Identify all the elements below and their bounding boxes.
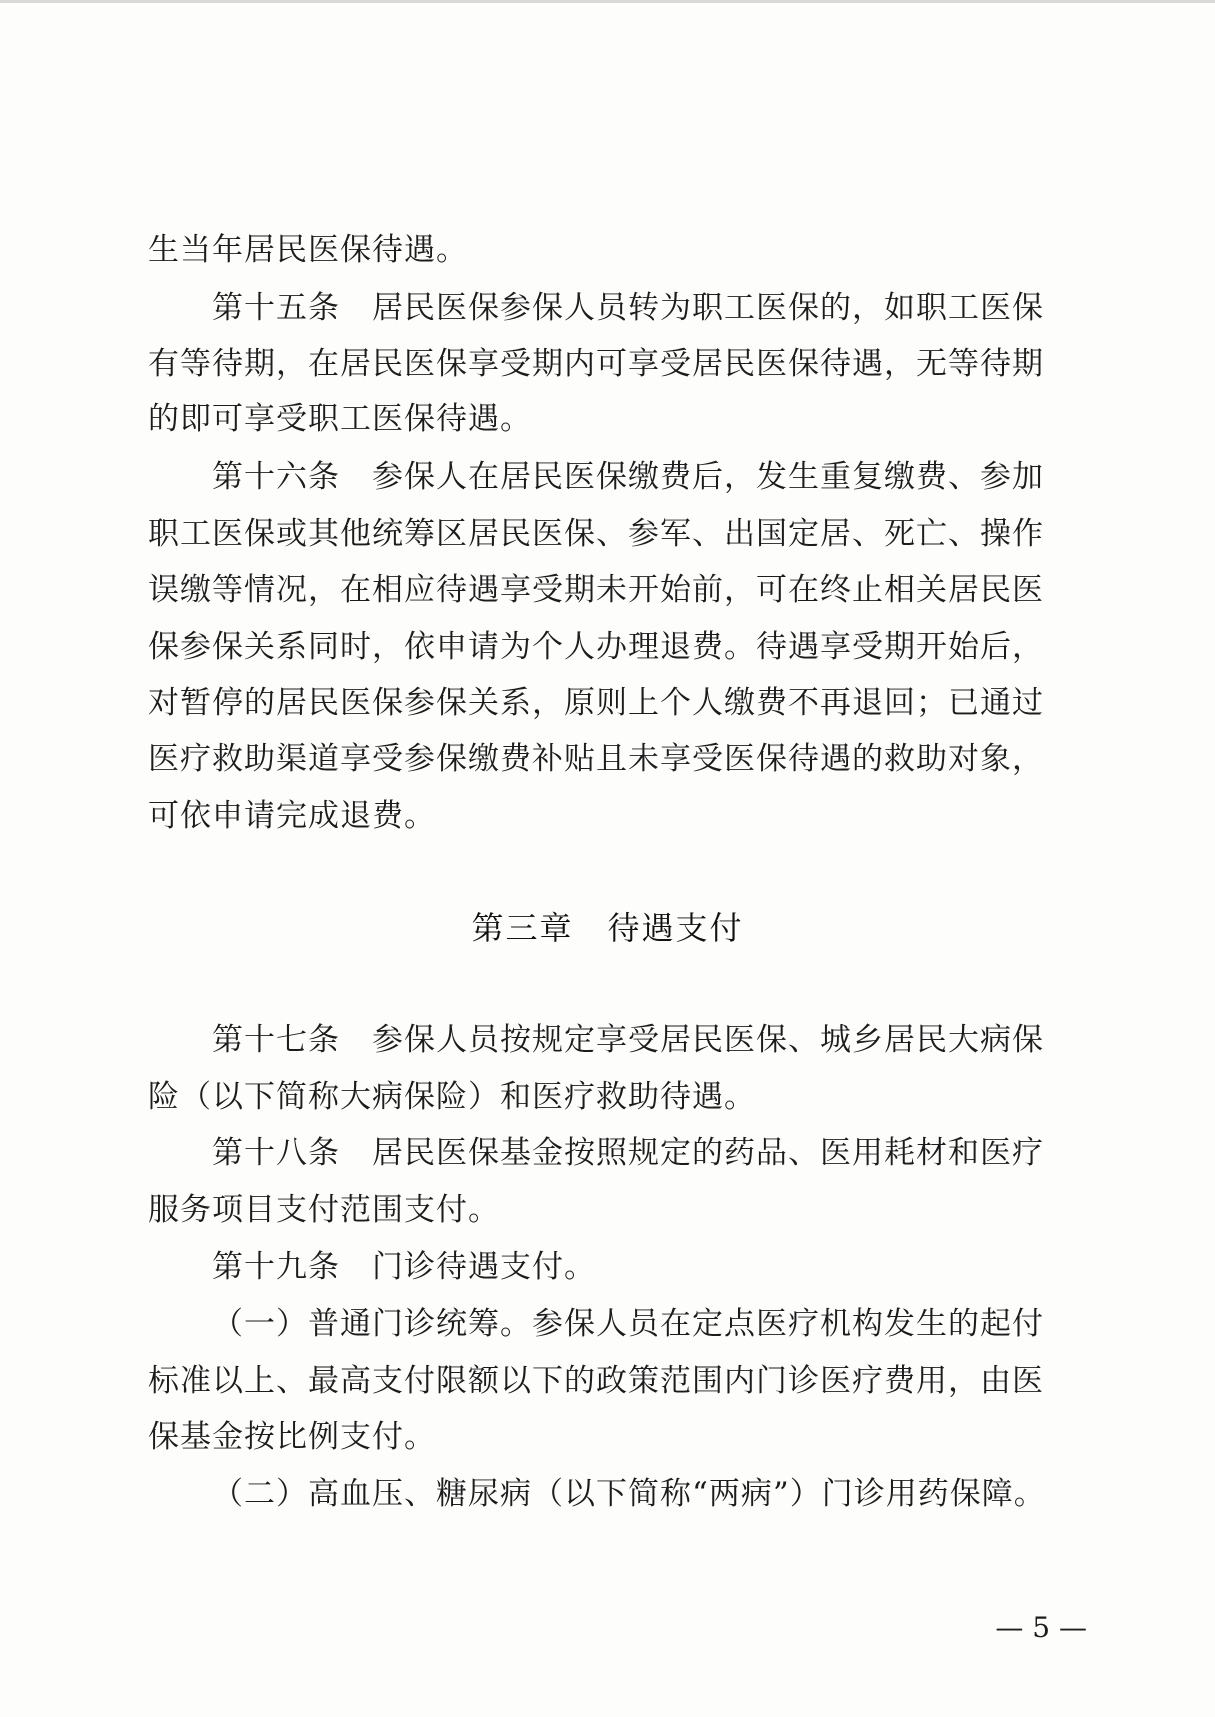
item-2-line: （二）高血压、糖尿病（以下简称“两病”）门诊用药保障。: [212, 1476, 1046, 1512]
text-line: 服务项目支付范围支付。: [148, 1192, 500, 1228]
text-line: 的即可享受职工医保待遇。: [148, 401, 532, 437]
text-line: 职工医保或其他统筹区居民医保、参军、出国定居、死亡、操作: [148, 516, 1044, 552]
text-line: 误缴等情况，在相应待遇享受期未开始前，可在终止相关居民医: [148, 572, 1044, 608]
article-16-line: 第十六条 参保人在居民医保缴费后，发生重复缴费、参加: [212, 459, 1044, 495]
article-18-line: 第十八条 居民医保基金按照规定的药品、医用耗材和医疗: [212, 1135, 1044, 1171]
text-line: 可依申请完成退费。: [148, 798, 436, 834]
article-15-line: 第十五条 居民医保参保人员转为职工医保的，如职工医保: [212, 290, 1044, 326]
chapter-heading: 第三章 待遇支付: [471, 909, 744, 947]
text-line: 保基金按比例支付。: [148, 1419, 436, 1455]
text-line: 对暂停的居民医保参保关系，原则上个人缴费不再退回；已通过: [148, 685, 1044, 721]
text-line: 有等待期，在居民医保享受期内可享受居民医保待遇，无等待期: [148, 346, 1044, 382]
text-line: 医疗救助渠道享受参保缴费补贴且未享受医保待遇的救助对象，: [148, 741, 1044, 777]
article-17-line: 第十七条 参保人员按规定享受居民医保、城乡居民大病保: [212, 1022, 1044, 1058]
text-line: 标准以上、最高支付限额以下的政策范围内门诊医疗费用，由医: [148, 1363, 1044, 1399]
text-line: 险（以下简称大病保险）和医疗救助待遇。: [148, 1079, 756, 1115]
text-line: 保参保关系同时，依申请为个人办理退费。待遇享受期开始后，: [148, 629, 1044, 665]
page-number: — 5 —: [995, 1611, 1087, 1644]
text-line: 生当年居民医保待遇。: [148, 232, 468, 268]
item-1-line: （一）普通门诊统筹。参保人员在定点医疗机构发生的起付: [212, 1306, 1044, 1342]
article-19-line: 第十九条 门诊待遇支付。: [212, 1249, 596, 1285]
